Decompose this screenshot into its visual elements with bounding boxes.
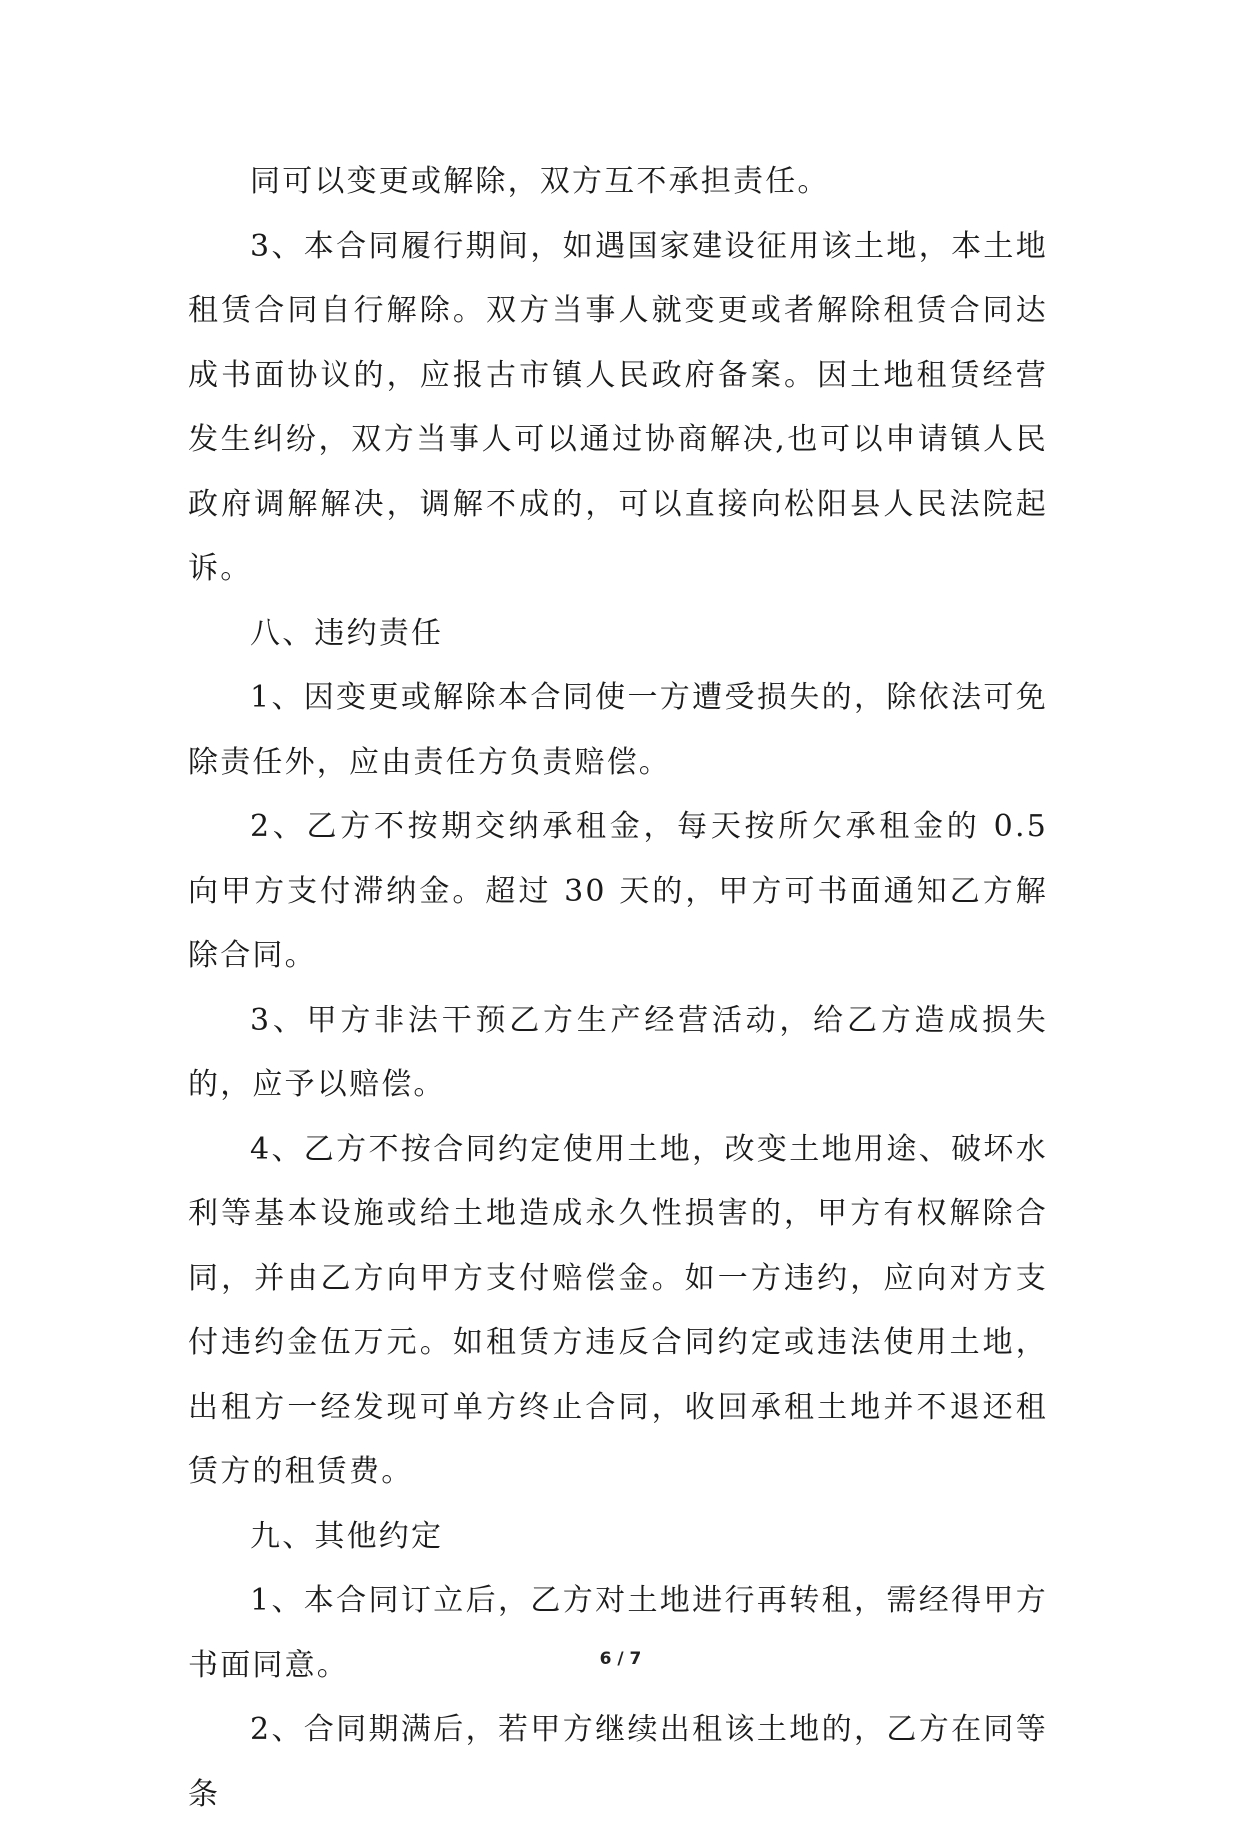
section-heading-breach-liability: 八、违约责任 — [250, 615, 444, 651]
section-heading-other-agreements: 九、其他约定 — [250, 1518, 444, 1554]
paragraph-clause-8-3: 3、甲方非法干预乙方生产经营活动，给乙方造成损失的，应予以赔偿。 — [188, 1002, 1048, 1102]
paragraph-clause-9-1: 1、本合同订立后，乙方对土地进行再转租，需经得甲方书面同意。 — [188, 1583, 1048, 1683]
paragraph-clause-8-4: 4、乙方不按合同约定使用土地，改变土地用途、破坏水利等基本设施或给土地造成永久性损害的，甲方有权解除合同，并由乙方向甲方支付赔偿金。如一方违约，应向对方支付违约金伍万元。如租赁方违反合同约定或违法使用土地，出租方一经发现可单方终止合同，收回承租土地并不退还租赁方的租赁费。 — [188, 1131, 1048, 1489]
paragraph-continuation: 同可以变更或解除，双方互不承担责任。 — [250, 164, 830, 199]
paragraph-clause-9-2: 2、合同期满后，若甲方继续出租该土地的，乙方在同等条 — [188, 1712, 1048, 1812]
paragraph-clause-8-2: 2、乙方不按期交纳承租金，每天按所欠承租金的 0.5 向甲方支付滞纳金。超过 30 天的，甲方可书面通知乙方解除合同。 — [188, 809, 1048, 973]
page-number: 6 / 7 — [599, 1649, 642, 1669]
paragraph-clause-8-1: 1、因变更或解除本合同使一方遭受损失的，除依法可免除责任外，应由责任方负责赔偿。 — [188, 680, 1048, 780]
document-body — [188, 150, 1048, 1827]
paragraph-clause-7-3: 3、本合同履行期间，如遇国家建设征用该土地，本土地租赁合同自行解除。双方当事人就变更或者解除租赁合同达成书面协议的，应报古市镇人民政府备案。因土地租赁经营发生纠纷，双方当事人可以通过协商解决,也可以申请镇人民政府调解解决，调解不成的，可以直接向松阳县人民法院起诉。 — [188, 228, 1048, 586]
